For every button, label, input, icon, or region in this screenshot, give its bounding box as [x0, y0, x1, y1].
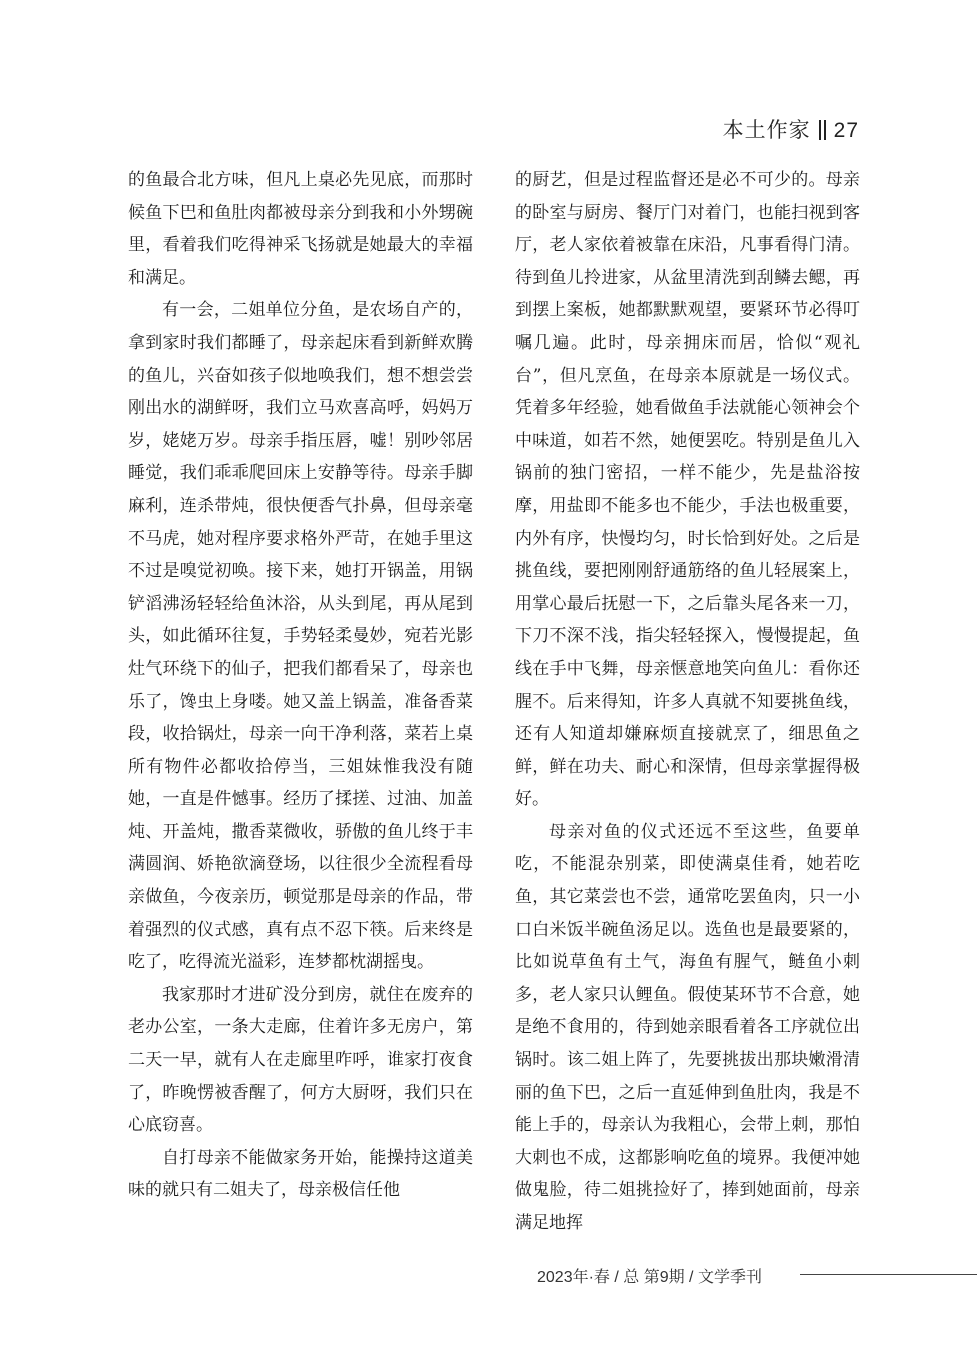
- issue-footer: 2023年·春 / 总 第9期 / 文学季刊: [537, 1269, 762, 1286]
- paragraph: 的鱼最合北方味，但凡上桌必先见底，而那时候鱼下巴和鱼肚肉都被母亲分到我和小外甥碗里，看着我们吃得神采飞扬就是她最大的幸福和满足。: [128, 170, 473, 288]
- paragraph: 我家那时才进矿没分到房，就住在废弃的老办公室，一条大走廊，住着许多无房户，第二天一早，就有人在走廊里咋呼，谁家打夜食了，昨晚愣被香醒了，何方大厨呀，我们只在心底窃喜。: [128, 984, 473, 1136]
- page-number: 27: [833, 119, 859, 142]
- paragraph: 的厨艺，但是过程监督还是必不可少的。母亲的卧室与厨房、餐厅门对着门，也能扫视到客厅，老人家依着被靠在床沿，凡事看得门清。待到鱼儿拎进家，从盆里清洗到刮鳞去鳃，再到摆上案板，她都默默观望，要紧环节必得叮嘱几遍。此时，母亲拥床而居，恰似“观礼台”，但凡烹鱼，在母亲本原就是一场仪式。凭着多年经验，她看做鱼手法就能心领神会个中味道，如若不然，她便罢吃。特别是鱼儿入锅前的独门密招，一样不能少，先是盐浴按摩，用盐即不能多也不能少，手法也极重要，内外有序，快慢均匀，时长恰到好处。之后是挑鱼线，要把刚刚舒通筋络的鱼儿轻展案上，用掌心最后抚慰一下，之后靠头尾各来一刀，下刀不深不浅，指尖轻轻探入，慢慢提起，鱼线在手中飞舞，母亲惬意地笑向鱼儿：看你还腥不。后来得知，许多人真就不知要挑鱼线，还有人知道却嫌麻烦直接就烹了，细思鱼之鲜，鲜在功夫、耐心和深情，但母亲掌握得极好。: [515, 170, 860, 810]
- paragraph: 母亲对鱼的仪式还远不至这些，鱼要单吃，不能混杂别菜，即使满桌佳肴，她若吃鱼，其它菜尝也不尝，通常吃罢鱼肉，只一小口白米饭半碗鱼汤足以。选鱼也是最要紧的，比如说草鱼有土气，海鱼有腥气，鲢鱼小刺多，老人家只认鲤鱼。假使某环节不合意，她是绝不食用的，待到她亲眼看着各工序就位出锅时。该二姐上阵了，先要挑拔出那块嫩滑清丽的鱼下巴，之后一直延伸到鱼肚肉，我是不能上手的，母亲认为我粗心，会带上刺，那怕大刺也不成，这都影响吃鱼的境界。我便冲她做鬼脸，待二姐挑捡好了，捧到她面前，母亲满足地挥: [515, 821, 860, 1233]
- left-column: [128, 164, 473, 1207]
- section-title: 本土作家: [722, 119, 811, 142]
- running-header: [723, 114, 859, 144]
- paragraph: 有一会，二姐单位分鱼，是农场自产的，拿到家时我们都睡了，母亲起床看到新鲜欢腾的鱼儿，兴奋如孩子似地唤我们，想不想尝尝刚出水的湖鲜呀，我们立马欢喜高呼，妈妈万岁，姥姥万岁。母亲手指压唇，嘘！别吵邻居睡觉，我们乖乖爬回床上安静等待。母亲手脚麻利，连杀带炖，很快便香气扑鼻，但母亲毫不马虎，她对程序要求格外严苛，在她手里这不过是嗅觉初唤。接下来，她打开锅盖，用锅铲滔沸汤轻轻给鱼沐浴，从头到尾，再从尾到头，如此循环往复，手势轻柔曼妙，宛若光影灶气环绕下的仙子，把我们都看呆了，母亲也乐了，馋虫上身喽。她又盖上锅盖，准备香菜段，收拾锅灶，母亲一向干净利落，菜若上桌所有物件必都收拾停当，三姐妹惟我没有随她，一直是件憾事。经历了揉搓、过油、加盖炖、开盖炖，撒香菜微收，骄傲的鱼儿终于丰满圆润、娇艳欲滴登场，以往很少全流程看母亲做鱼，今夜亲历，顿觉那是母亲的作品，带着强烈的仪式感，真有点不忍下筷。后来终是吃了，吃得流光溢彩，连梦都枕湖摇曳。: [128, 300, 473, 973]
- right-column: [515, 164, 860, 1240]
- header-divider: [819, 120, 826, 140]
- footer-rule: [800, 1274, 977, 1275]
- paragraph: 自打母亲不能做家务开始，能操持这道美味的就只有二姐夫了，母亲极信任他: [128, 1147, 473, 1201]
